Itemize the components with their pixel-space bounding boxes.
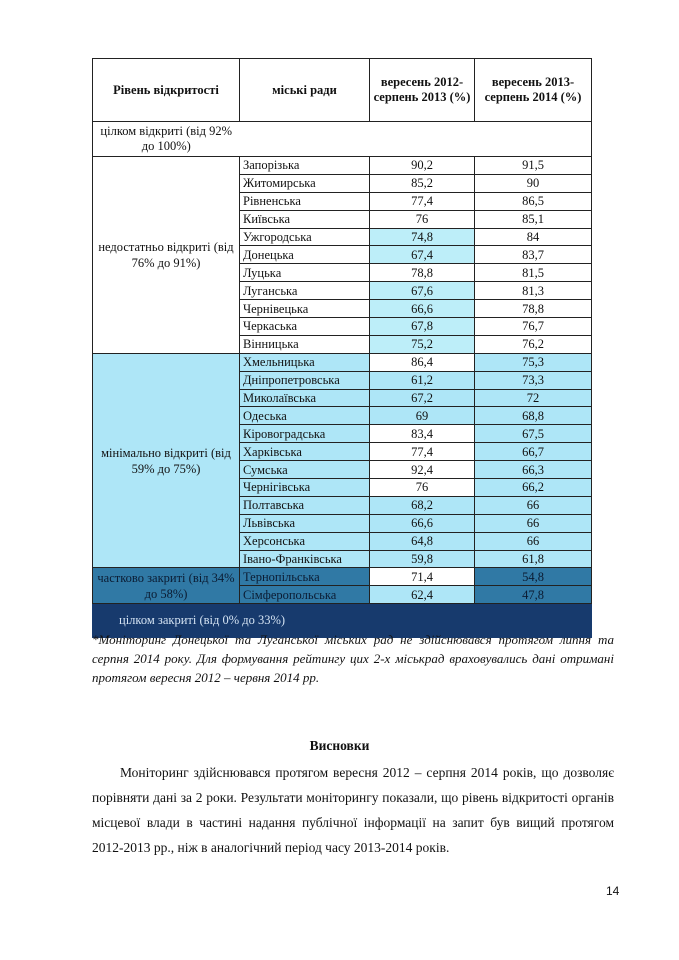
value-2012-2013: 86,4 (370, 353, 475, 371)
value-2013-2014: 78,8 (475, 300, 592, 318)
city-name: Полтавська (240, 496, 370, 514)
section-heading: Висновки (309, 738, 370, 753)
value-2013-2014: 66,2 (475, 479, 592, 497)
value-2012-2013: 67,6 (370, 282, 475, 300)
value-2012-2013: 61,2 (370, 371, 475, 389)
city-name: Сімферопольська (240, 586, 370, 604)
value-2012-2013: 74,8 (370, 228, 475, 246)
city-name: Рівненська (240, 192, 370, 210)
city-name: Черкаська (240, 318, 370, 336)
value-2012-2013: 69 (370, 407, 475, 425)
value-2013-2014: 91,5 (475, 157, 592, 175)
city-name: Херсонська (240, 532, 370, 550)
value-2012-2013: 62,4 (370, 586, 475, 604)
city-name: Житомирська (240, 174, 370, 192)
value-2013-2014: 72 (475, 389, 592, 407)
city-name: Луганська (240, 282, 370, 300)
value-2013-2014: 67,5 (475, 425, 592, 443)
value-2013-2014: 66,3 (475, 461, 592, 479)
city-name: Одеська (240, 407, 370, 425)
value-2013-2014: 76,7 (475, 318, 592, 336)
rating-table (92, 58, 592, 638)
value-2013-2014: 66 (475, 532, 592, 550)
table-row (93, 568, 592, 586)
value-2012-2013: 67,8 (370, 318, 475, 336)
value-2013-2014: 47,8 (475, 586, 592, 604)
column-header: вересень 2013-серпень 2014 (%) (475, 59, 592, 122)
page-number: 14 (606, 884, 620, 898)
value-2013-2014: 86,5 (475, 192, 592, 210)
city-name: Кіровоградська (240, 425, 370, 443)
value-2012-2013: 77,4 (370, 192, 475, 210)
city-name: Запорізька (240, 157, 370, 175)
value-2012-2013: 75,2 (370, 335, 475, 353)
conclusion-text: Моніторинг здійснювався протягом вересня 2012 – серпня 2014 років, що дозволяє порівняти дані за 2 роки. Результати моніторингу показали, що рівень відкритості органів місцевої влади в частині надання публічної інформації на запит був вищий протягом 2012-2013 рр., ніж в аналогічний період часу 2013-2014 років. (92, 765, 614, 855)
value-2013-2014: 75,3 (475, 353, 592, 371)
value-2013-2014: 84 (475, 228, 592, 246)
city-name: Чернігівська (240, 479, 370, 497)
column-header: Рівень відкритості (93, 59, 240, 122)
city-name: Івано-Франківська (240, 550, 370, 568)
value-2013-2014: 66 (475, 496, 592, 514)
value-2013-2014: 83,7 (475, 246, 592, 264)
level-label: цілком відкриті (від 92% до 100%) (93, 122, 240, 157)
value-2013-2014: 54,8 (475, 568, 592, 586)
column-header: міські ради (240, 59, 370, 122)
value-2012-2013: 66,6 (370, 514, 475, 532)
city-name: Київська (240, 210, 370, 228)
value-2013-2014: 81,3 (475, 282, 592, 300)
value-2013-2014: 81,5 (475, 264, 592, 282)
conclusion-paragraph (92, 760, 614, 860)
city-name: Донецька (240, 246, 370, 264)
value-2013-2014: 66 (475, 514, 592, 532)
city-name: Миколаївська (240, 389, 370, 407)
value-2012-2013: 67,4 (370, 246, 475, 264)
value-2012-2013: 67,2 (370, 389, 475, 407)
footnote: *Моніторинг Донецької та Луганської міських рад не здійснювався протягом липня та серпня 2014 року. Для формування рейтингу цих 2-х міськрад враховувались дані отримані протягом вересня 2012 – червня 2014 рр. (92, 632, 614, 685)
value-2012-2013: 90,2 (370, 157, 475, 175)
city-name: Ужгородська (240, 228, 370, 246)
level-label: частково закриті (від 34% до 58%) (93, 568, 240, 604)
value-2012-2013: 83,4 (370, 425, 475, 443)
value-2013-2014: 66,7 (475, 443, 592, 461)
value-2013-2014: 76,2 (475, 335, 592, 353)
value-2013-2014: 73,3 (475, 371, 592, 389)
city-name: Луцька (240, 264, 370, 282)
city-name: Сумська (240, 461, 370, 479)
value-2012-2013: 66,6 (370, 300, 475, 318)
city-name: Хмельницька (240, 353, 370, 371)
table-row (93, 157, 592, 175)
level-label: мінімально відкриті (від 59% до 75%) (93, 353, 240, 568)
empty-cell (240, 122, 592, 157)
value-2013-2014: 90 (475, 174, 592, 192)
city-name: Вінницька (240, 335, 370, 353)
value-2013-2014: 68,8 (475, 407, 592, 425)
city-name: Харківська (240, 443, 370, 461)
value-2012-2013: 85,2 (370, 174, 475, 192)
value-2012-2013: 68,2 (370, 496, 475, 514)
city-name: Чернівецька (240, 300, 370, 318)
city-name: Львівська (240, 514, 370, 532)
value-2012-2013: 78,8 (370, 264, 475, 282)
city-name: Тернопільська (240, 568, 370, 586)
value-2012-2013: 77,4 (370, 443, 475, 461)
value-2012-2013: 71,4 (370, 568, 475, 586)
value-2013-2014: 85,1 (475, 210, 592, 228)
value-2012-2013: 92,4 (370, 461, 475, 479)
city-name: Дніпропетровська (240, 371, 370, 389)
table-row (93, 353, 592, 371)
level-label: недостатньо відкриті (від 76% до 91%) (93, 157, 240, 354)
value-2012-2013: 76 (370, 479, 475, 497)
value-2012-2013: 76 (370, 210, 475, 228)
value-2012-2013: 59,8 (370, 550, 475, 568)
level-label: цілком закриті (від 0% до 33%) (93, 604, 592, 638)
value-2012-2013: 64,8 (370, 532, 475, 550)
column-header: вересень 2012-серпень 2013 (%) (370, 59, 475, 122)
value-2013-2014: 61,8 (475, 550, 592, 568)
